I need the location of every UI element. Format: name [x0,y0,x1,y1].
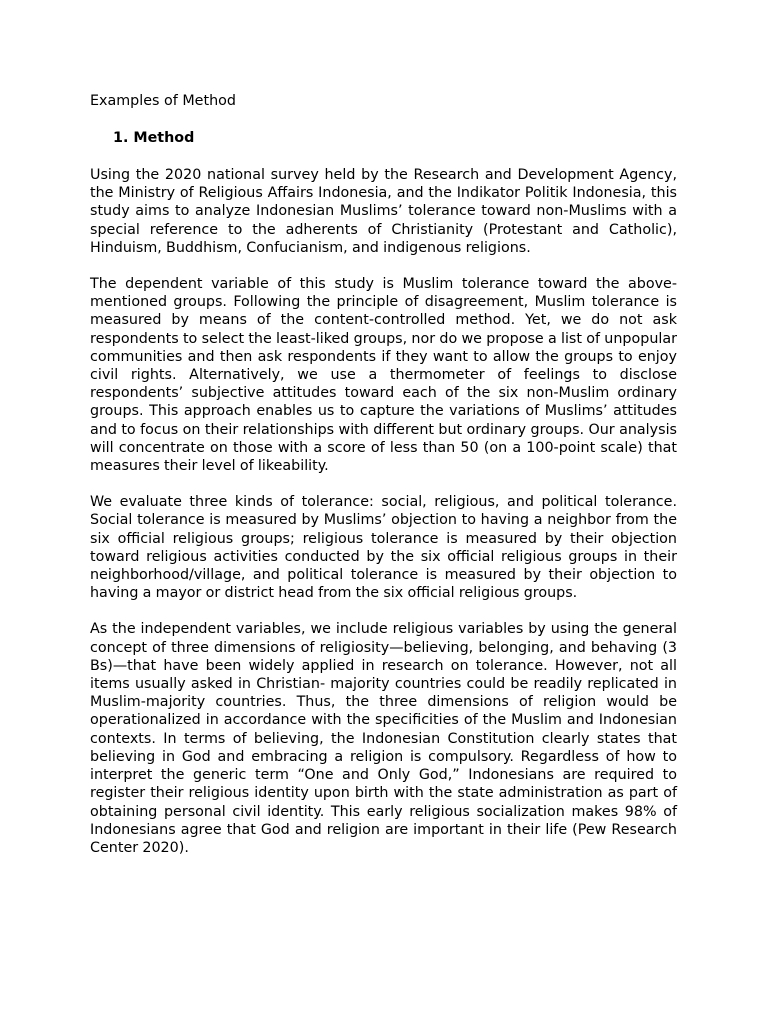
document-page [90,92,677,857]
paragraph-survey-intro: Using the 2020 national survey held by the Research and Development Agency, the Ministry of Religious Affairs Indonesia, and the Indikator Politik Indonesia, this study aims to analyze Indonesian Muslims’ tolerance toward non-Muslims with a special reference to the adherents of Christianity (Protestant and Catholic), Hinduism, Buddhism, Confucianism, and indigenous religions. [90,167,677,256]
document-title: Examples of Method [90,93,236,109]
paragraph-dependent-variable: The dependent variable of this study is Muslim tolerance toward the above-mentioned groups. Following the principle of disagreement, Muslim tolerance is measured by means of the content-controlled method. Yet, we do not ask respondents to select the least-liked groups, nor do we propose a list of unpopular communities and then ask respondents if they want to allow the groups to enjoy civil rights. Alternatively, we use a thermometer of feelings to disclose respondents’ subjective attitudes toward each of the six non-Muslim ordinary groups. This approach enables us to capture the variations of Muslims’ attitudes and to focus on their relationships with different but ordinary groups. Our analysis will concentrate on those with a score of less than 50 (on a 100-point scale) that measures their level of likeability. [90,276,677,475]
paragraph-independent-variables: As the independent variables, we include religious variables by using the general concept of three dimensions of religiosity—believing, belonging, and behaving (3 Bs)—that have been widely applied in research on tolerance. However, not all items usually asked in Christian- majority countries could be readily replicated in Muslim-majority countries. Thus, the three dimensions of religion would be operationalized in accordance with the specificities of the Muslim and Indonesian contexts. In terms of believing, the Indonesian Constitution clearly states that believing in God and embracing a religion is compulsory. Regardless of how to interpret the generic term “One and Only God,” Indonesians are required to register their religious identity upon birth with the state administration as part of obtaining personal civil identity. This early religious socialization makes 98% of Indonesians agree that God and religion are important in their life (Pew Research Center 2020). [90,621,677,856]
section-heading-method: 1. Method [113,130,195,146]
paragraph-tolerance-kinds: We evaluate three kinds of tolerance: social, religious, and political tolerance. Social tolerance is measured by Muslims’ objection to having a neighbor from the six official religious groups; religious tolerance is measured by their objection toward religious activities conducted by the six official religious groups in their neighborhood/village, and political tolerance is measured by their objection to having a mayor or district head from the six official religious groups. [90,494,677,602]
